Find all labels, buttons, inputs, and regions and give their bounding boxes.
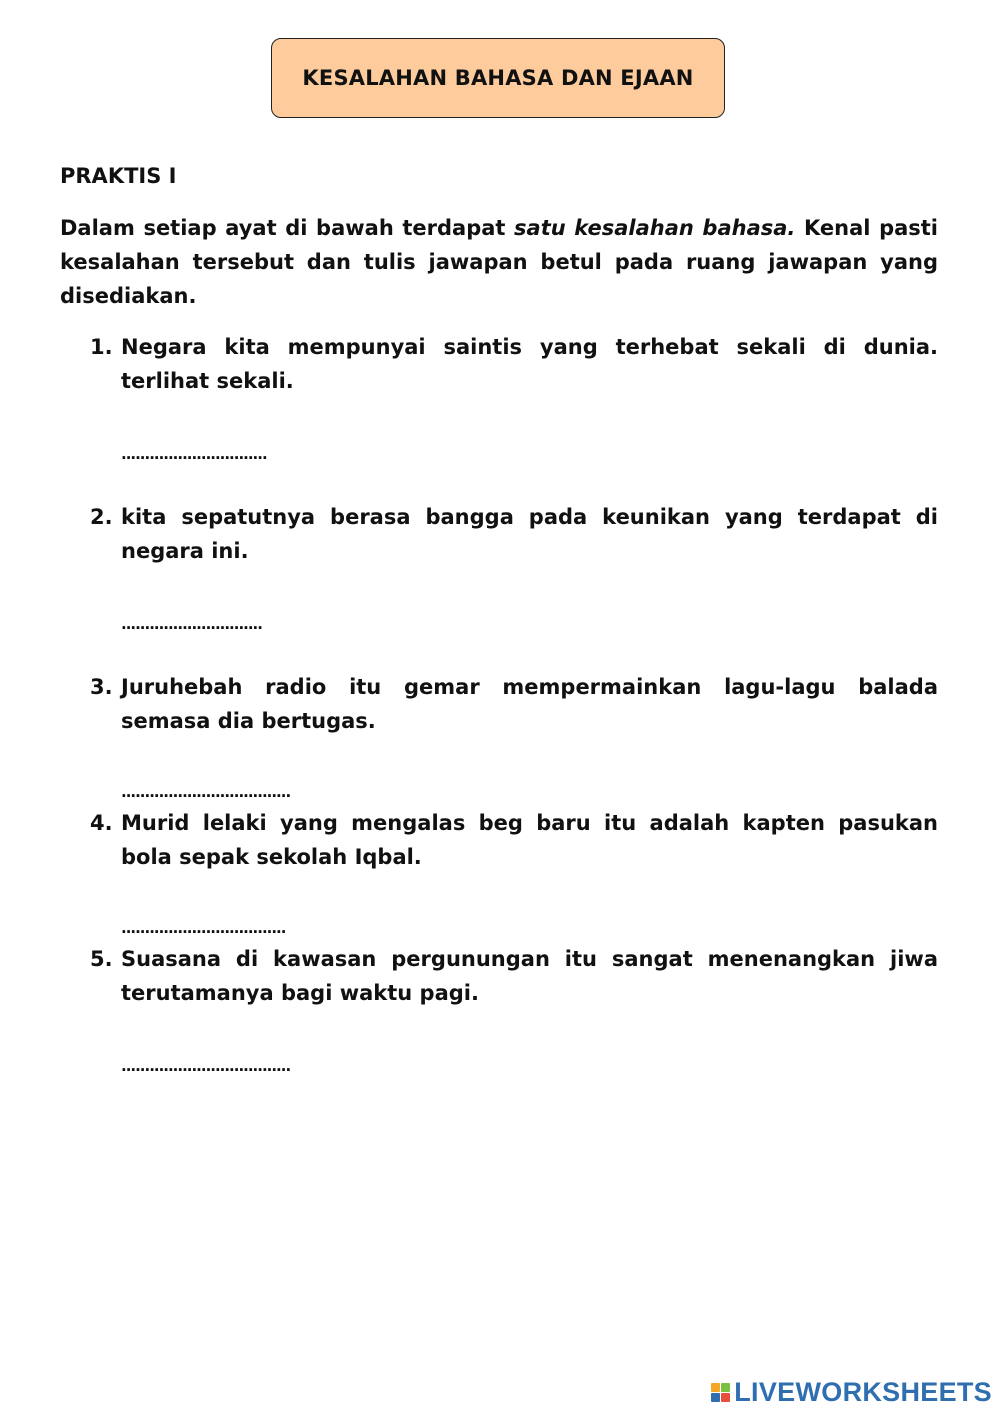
answer-line-2[interactable]: ..............................	[121, 615, 262, 633]
question-number: 3.	[90, 675, 113, 699]
question-1	[90, 330, 938, 398]
question-text: Negara kita mempunyai saintis yang terhebat sekali di dunia. terlihat sekali.	[121, 335, 938, 393]
liveworksheets-logo-icon	[711, 1383, 730, 1402]
worksheet-title: KESALAHAN BAHASA DAN EJAAN	[271, 38, 725, 118]
question-text: Murid lelaki yang mengalas beg baru itu adalah kapten pasukan bola sepak sekolah Iqbal.	[121, 811, 938, 869]
question-text: Suasana di kawasan pergunungan itu sangat menenangkan jiwa terutamanya bagi waktu pagi.	[121, 947, 938, 1005]
question-3	[90, 670, 938, 738]
answer-line-5[interactable]: ....................................	[121, 1057, 291, 1075]
answer-line-4[interactable]: ...................................	[121, 919, 286, 937]
liveworksheets-brand-text: LIVEWORKSHEETS	[734, 1377, 992, 1407]
logo-square	[711, 1393, 720, 1402]
answer-line-1[interactable]: ...............................	[121, 445, 267, 463]
logo-square	[721, 1393, 730, 1402]
instruction-emphasis: satu kesalahan bahasa.	[514, 216, 796, 240]
question-5	[90, 942, 938, 1010]
instruction-text-before: Dalam setiap ayat di bawah terdapat	[60, 216, 515, 240]
section-label: PRAKTIS I	[60, 164, 177, 188]
question-text: Juruhebah radio itu gemar mempermainkan lagu-lagu balada semasa dia bertugas.	[121, 675, 938, 733]
instruction-paragraph	[60, 211, 938, 313]
answer-line-3[interactable]: ....................................	[121, 783, 291, 801]
logo-square	[721, 1383, 730, 1392]
question-number: 4.	[90, 811, 113, 835]
question-number: 2.	[90, 505, 113, 529]
logo-square	[711, 1383, 720, 1392]
liveworksheets-logo	[711, 1377, 992, 1408]
instruction-text-after: Kenal pasti kesalahan tersebut dan tulis jawapan betul pada ruang jawapan yang disediakan.	[60, 216, 939, 308]
question-text: kita sepatutnya berasa bangga pada keunikan yang terdapat di negara ini.	[121, 505, 938, 563]
question-4	[90, 806, 938, 874]
question-number: 1.	[90, 335, 113, 359]
question-number: 5.	[90, 947, 113, 971]
question-2	[90, 500, 938, 568]
